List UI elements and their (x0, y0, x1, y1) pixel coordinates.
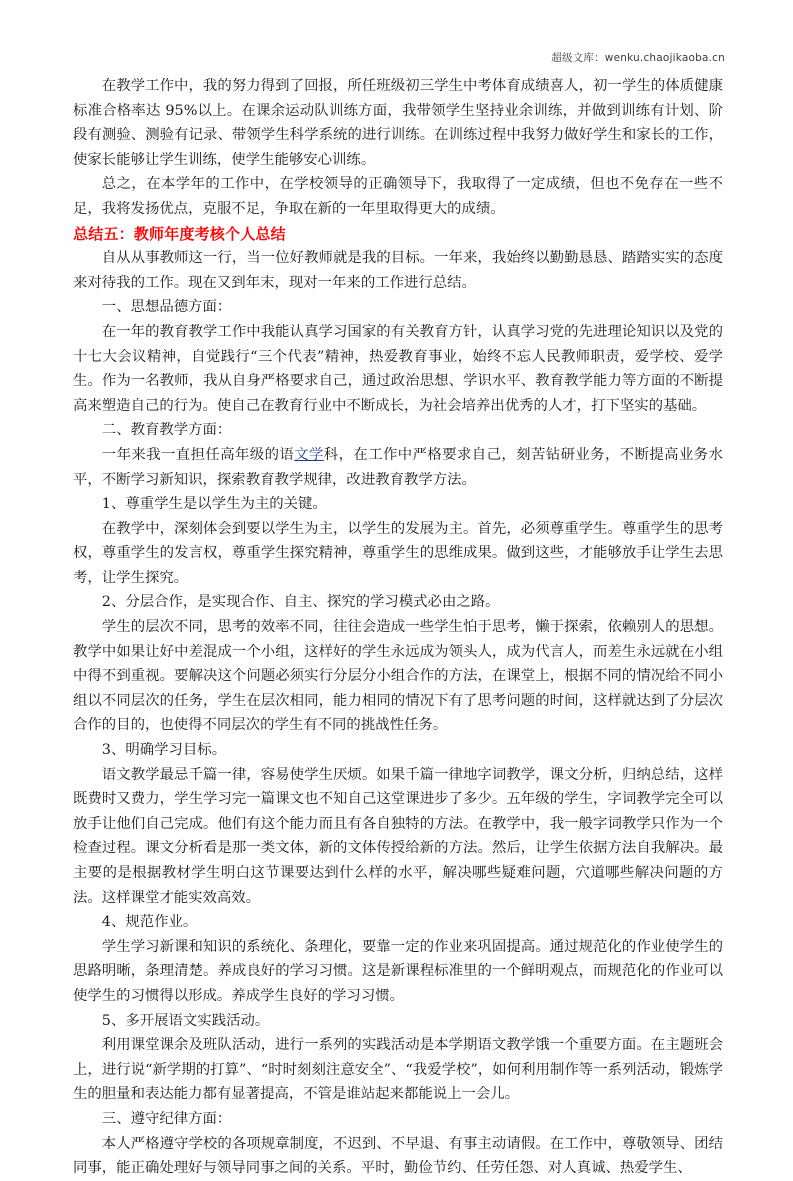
paragraph: 在教学工作中，我的努力得到了回报，所任班级初三学生中考体育成绩喜人，初一学生的体质健康标准合格率达 95%以上。在课余运动队训练方面，我带领学生坚持业余训练，并做到训练有计划、阶段有测验、测验有记录、带领学生科学系统的进行训练。在训练过程中我努力做好学生和家长的工作，使家长能够让学生训练，使学生能够安心训练。 (73, 78, 723, 168)
paragraph: 自从从事教师这一行，当一位好教师就是我的目标。一年来，我始终以勤勤恳恳、踏踏实实的态度来对待我的工作。现在又到年末，现对一年来的工作进行总结。 (73, 250, 723, 291)
subheading-thought-morality: 一、思想品德方面： (101, 299, 232, 316)
header-watermark: 超级文库：wenku.chaojikaoba.cn (551, 52, 725, 64)
paragraph-with-hyperlink (73, 443, 723, 492)
subheading-item-4: 4、规范作业。 (101, 914, 198, 931)
paragraph: 学生学习新课和知识的系统化、条理化，要靠一定的作业来巩固提高。通过规范化的作业使学生的思路明晰，条理清楚。养成良好的学习习惯。这是新课程标准里的一个鲜明观点，而规范化的作业可以使学生的习惯得以形成。养成学生良好的学习习惯。 (73, 938, 723, 1004)
subheading-item-5: 5、多开展语文实践活动。 (101, 1012, 270, 1029)
paragraph: 语文教学最忌千篇一律，容易使学生厌烦。如果千篇一律地字词教学，课文分析，归纳总结，这样既费时又费力，学生学习完一篇课文也不知自己这堂课进步了多少。五年级的学生，字词教学完全可以放手让他们自己完成。他们有这个能力而且有各自独特的方法。在教学中，我一般字词教学只作为一个检查过程。课文分析看是那一类文体，新的文体传授给新的方法。然后，让学生依据方法自我解决。最主要的是根据教材学生明白这节课要达到什么样的水平，解决哪些疑难问题，穴道哪些解决问题的方法。这样课堂才能实效高效。 (73, 766, 723, 906)
paragraph: 在一年的教育教学工作中我能认真学习国家的有关教育方针，认真学习党的先进理论知识以及党的十七大会议精神，自觉践行“三个代表”精神，热爱教育事业，始终不忘人民教师职责，爱学校、爱学生。作为一名教师，我从自身严格要求自己，通过政治思想、学识水平、教育教学能力等方面的不断提高来塑造自己的行为。使自己在教育行业中不断成长，为社会培养出优秀的人才，打下坚实的基础。 (73, 323, 723, 414)
subheading-item-2: 2、分层合作，是实现合作、自主、探究的学习模式必由之路。 (101, 594, 500, 611)
subheading-item-3: 3、明确学习目标。 (101, 742, 227, 759)
subheading-discipline: 三、遵守纪律方面： (101, 1110, 232, 1127)
subheading-education-teaching: 二、教育教学方面： (101, 422, 232, 439)
literature-hyperlink[interactable]: 文学 (294, 446, 324, 463)
paragraph: 学生的层次不同，思考的效率不同，往往会造成一些学生怕于思考，懒于探索，依赖别人的思想。教学中如果让好中差混成一个小组，这样好的学生永远成为领头人，成为代言人，而差生永远就在小组中得不到重视。要解决这个问题必须实行分层分小组合作的方法，在课堂上，根据不同的情况给不同小组以不同层次的任务，学生在层次相同，能力相同的情况下有了思考问题的时间，这样就达到了分层次合作的目的，也使得不同层次的学生有不同的挑战性任务。 (73, 619, 723, 734)
subheading-item-1: 1、尊重学生是以学生为主的关键。 (101, 496, 327, 513)
paragraph-text-before-link: 一年来我一直担任高年级的语 (101, 446, 295, 463)
paragraph-text-after-link: 科，在工作中严格要求自己，刻苦钻研业务，不断提高业务水平，不断学习新知识，探索教育教学规律，改进教育教学方法。 (73, 446, 723, 488)
paragraph: 总之，在本学年的工作中，在学校领导的正确领导下，我取得了一定成绩，但也不免存在一些不足，我将发扬优点，克服不足，争取在新的一年里取得更大的成绩。 (73, 176, 723, 217)
paragraph: 利用课堂课余及班队活动，进行一系列的实践活动是本学期语文教学饿一个重要方面。在主题班会上，进行说“新学期的打算”、“时时刻刻注意安全”、“我爱学校”，如何利用制作等一系列活动，锻炼学生的胆量和表达能力都有显著提高，不管是谁站起来都能说上一会儿。 (73, 1037, 723, 1103)
paragraph: 本人严格遵守学校的各项规章制度，不迟到、不早退、有事主动请假。在工作中，尊敬领导、团结同事，能正确处理好与领导同事之间的关系。平时，勤俭节约、任劳任怨、对人真诚、热爱学生、 (73, 1135, 723, 1177)
paragraph: 在教学中，深刻体会到要以学生为主，以学生的发展为主。首先，必须尊重学生。尊重学生的思考权，尊重学生的发言权，尊重学生探究精神，尊重学生的思维成果。做到这些，才能够放手让学生去思考，让学生探究。 (73, 520, 723, 586)
section-heading-summary-five: 总结五：教师年度考核个人总结 (73, 224, 286, 243)
document-body (73, 74, 723, 1181)
